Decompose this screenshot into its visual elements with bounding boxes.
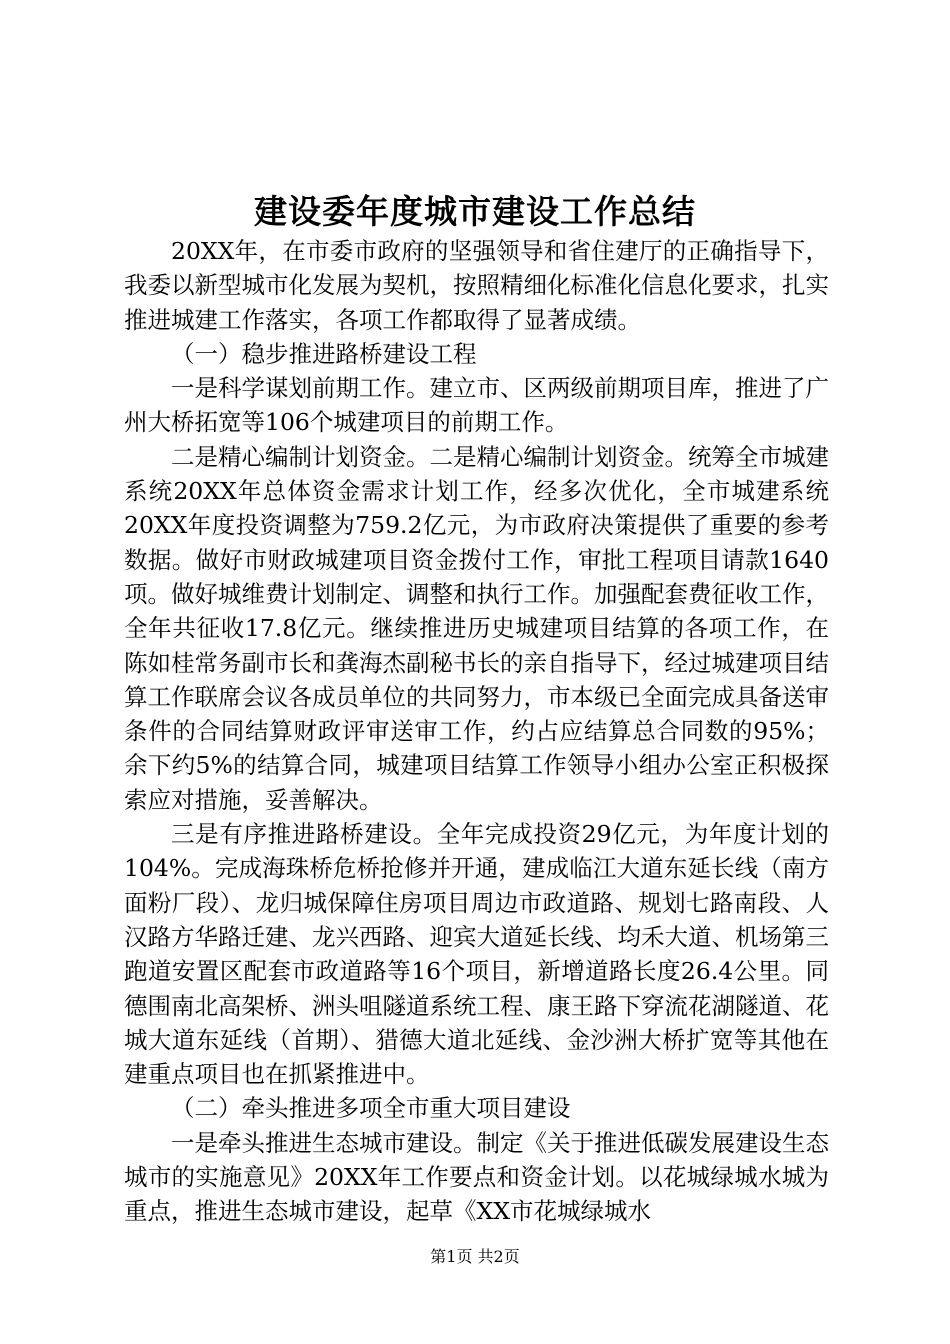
section-heading-1: （一）稳步推进路桥建设工程 (171, 339, 477, 368)
section-heading-2: （二）牵头推进多项全市重大项目建设 (171, 1094, 571, 1123)
paragraph-intro: 20XX年，在市委市政府的坚强领导和省住建厅的正确指导下，我委以新型城市化发展为契机，按照精细化标准化信息化要求，扎实推进城建工作落实，各项工作都取得了显著成绩。 (124, 237, 829, 334)
paragraph-2-1: 一是牵头推进生态城市建设。制定《关于推进低碳发展建设生态城市的实施意见》20XX年工作要点和资金计划。以花城绿城水城为重点，推进生态城市建设，起草《XX市花城绿城水 (124, 1128, 829, 1226)
document-body (124, 234, 829, 1229)
document-title: 建设委年度城市建设工作总结 (254, 192, 696, 231)
paragraph-1-3: 三是有序推进路桥建设。全年完成投资29亿元，为年度计划的104%。完成海珠桥危桥抢修并开通，建成临江大道东延长线（南方面粉厂段）、龙归城保障住房项目周边市政道路、规划七路南段、人汉路方华路迁建、龙兴西路、迎宾大道延长线、均禾大道、机场第三跑道安置区配套市政道路等16个项目，新增道路长度26.4公里。同德围南北高架桥、洲头咀隧道系统工程、康王路下穿流花湖隧道、花城大道东延线（首期）、猎德大道北延线、金沙洲大桥扩宽等其他在建重点项目也在抓紧推进中。 (124, 820, 829, 1089)
page-number-footer: 第1页 共2页 (430, 1247, 520, 1266)
paragraph-1-1: 一是科学谋划前期工作。建立市、区两级前期项目库，推进了广州大桥拓宽等106个城建项目的前期工作。 (124, 374, 829, 437)
paragraph-1-2: 二是精心编制计划资金。二是精心编制计划资金。统筹全市城建系统20XX年总体资金需求计划工作，经多次优化，全市城建系统20XX年度投资调整为759.2亿元，为市政府决策提供了重要的参考数据。做好市财政城建项目资金拨付工作，审批工程项目请款1640项。做好城维费计划制定、调整和执行工作。加强配套费征收工作，全年共征收17.8亿元。继续推进历史城建项目结算的各项工作，在陈如桂常务副市长和龚海杰副秘书长的亲自指导下，经过城建项目结算工作联席会议各成员单位的共同努力，市本级已全面完成具备送审条件的合同结算财政评审送审工作，约占应结算总合同数的95%；余下约5%的结算合同，城建项目结算工作领导小组办公室正积极探索应对措施，妥善解决。 (124, 442, 829, 814)
